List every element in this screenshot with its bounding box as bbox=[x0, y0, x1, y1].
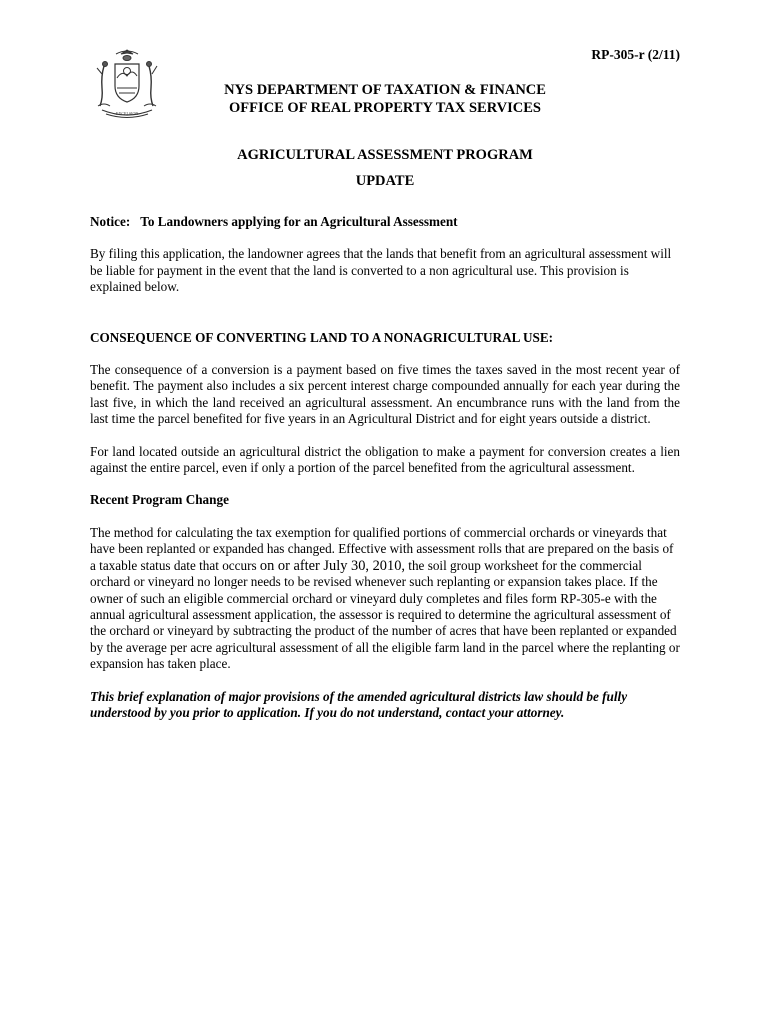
consequence-heading: CONSEQUENCE OF CONVERTING LAND TO A NONAGRICULTURAL USE: bbox=[90, 329, 554, 345]
intro-paragraph: By filing this application, the landowner agrees that the lands that benefit from an agricultural assessment will be liable for payment in the event that the land is converted to a non agricultural use. This provision is explained below. bbox=[90, 246, 672, 295]
header bbox=[150, 81, 620, 117]
outside-district-paragraph: For land located outside an agricultural district the obligation to make a payment for conversion creates a lien against the entire parcel, even if only a portion of the parcel benefited from the agricultural assessment. bbox=[90, 443, 680, 476]
recent-change-heading: Recent Program Change bbox=[90, 492, 229, 508]
seal-motto: EXCELSIOR bbox=[116, 111, 138, 116]
notice-label: Notice: bbox=[90, 214, 131, 229]
closing-note: This brief explanation of major provisions of the amended agricultural districts law should be fully understood by you prior to application. If you do not understand, contact your attorney. bbox=[90, 688, 628, 720]
header-department: NYS DEPARTMENT OF TAXATION & FINANCE bbox=[224, 82, 546, 98]
consequence-paragraph: The consequence of a conversion is a payment based on five times the taxes saved in the most recent year of benefit. The payment also includes a six percent interest charge compounded annually for each year during the last five, in which the land received an agricultural assessment. An encumbrance runs with the land from the last time the parcel benefited for five years in an Agricultural District and for eight years outside a district. bbox=[90, 362, 680, 427]
header-office: OFFICE OF REAL PROPERTY TAX SERVICES bbox=[229, 100, 541, 116]
program-title: AGRICULTURAL ASSESSMENT PROGRAM bbox=[237, 147, 533, 163]
form-code: RP-305-r (2/11) bbox=[591, 47, 680, 62]
recent-change-paragraph bbox=[90, 525, 680, 673]
update-title: UPDATE bbox=[355, 173, 415, 189]
notice-line bbox=[90, 214, 680, 230]
recent-change-date: on or after July 30, 2010, bbox=[259, 557, 405, 574]
notice-text: To Landowners applying for an Agricultural Assessment bbox=[140, 214, 458, 229]
document-body bbox=[90, 214, 680, 721]
recent-change-text-before: The method for calculating the tax exemption for qualified portions of commercial orchards or vineyards that have been replanted or expanded has changed. Effective with assessment rolls that are prepared on the basis of a taxable status date that occurs bbox=[90, 524, 674, 573]
recent-change-text-after: the soil group worksheet for the commercial orchard or vineyard no longer needs to be revised whenever such replanting or expansion takes place. If the owner of such an eligible commercial orchard or vineyard duly completes and files form RP-305-e with the annual agricultural assessment application, the assessor is required to determine the agricultural assessment of the orchard or vineyard by subtracting the product of the number of acres that have been replanted or expanded by the average per acre agricultural assessment of all the eligible farm land in the parcel where the replanting or expansion has taken place. bbox=[90, 557, 680, 672]
